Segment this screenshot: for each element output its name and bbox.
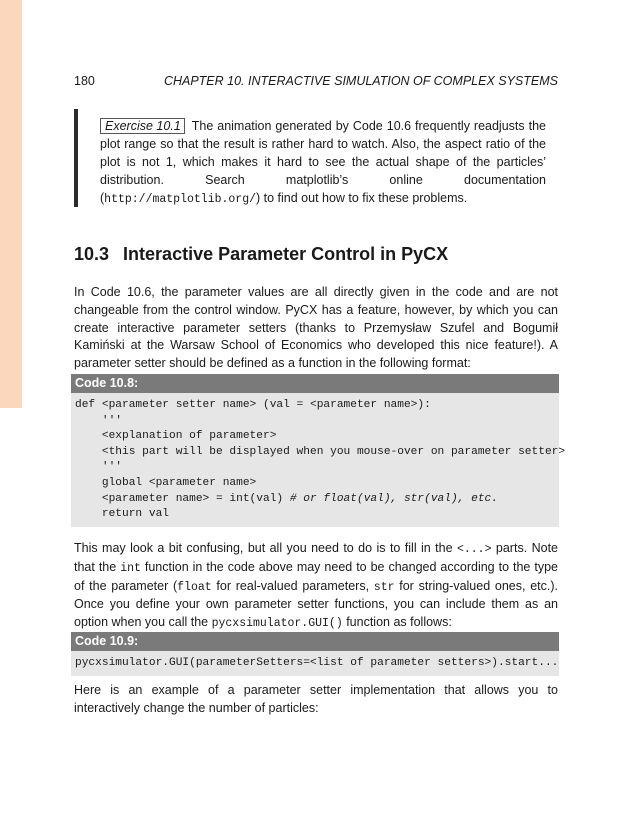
- code-10-9-body: [71, 651, 559, 676]
- code-line: return val: [75, 508, 169, 521]
- paragraph-explanation: [74, 540, 558, 633]
- text-run: for real-valued parameters,: [211, 578, 374, 593]
- section-number: 10.3: [74, 244, 110, 264]
- exercise-text: [100, 118, 546, 209]
- code-10-9-label: Code 10.9:: [71, 632, 559, 651]
- exercise-url: http://matplotlib.org/: [104, 192, 256, 206]
- code-line: <this part will be displayed when you mouse-over on parameter setter>: [75, 445, 566, 458]
- inline-code: int: [120, 561, 141, 575]
- text-run: function in the code above may need to be changed according to the type of the parameter (: [74, 559, 558, 593]
- code-10-8-label: Code 10.8:: [71, 374, 559, 393]
- code-comment: # or float(val), str(val), etc.: [283, 492, 498, 505]
- text-run: for string-valued ones, etc.). Once you define your own parameter setter functions, you can include them as an option when you call the: [74, 578, 559, 630]
- paragraph-example-intro: Here is an example of a parameter setter implementation that allows you to interactively change the number of particles:: [74, 683, 558, 715]
- inline-code: str: [373, 580, 395, 594]
- code-line-with-comment: [75, 492, 559, 508]
- code-line: pycxsimulator.GUI(parameterSetters=<list of parameter setters>).start...: [75, 657, 559, 669]
- exercise-box: [74, 109, 546, 207]
- text-run: This may look a bit confusing, but all you need to do is to fill in the: [74, 541, 457, 555]
- exercise-text-part-1: The animation generated by Code 10.6 frequently readjusts the plot range so that the result is rather hard to watch. Also, the aspect ratio of the plot is not 1, which makes it hard to see the actual shape of the particles’ distribution. Search matplotlib’s online documentation (: [100, 119, 546, 205]
- exercise-label: Exercise 10.1: [100, 118, 185, 134]
- inline-code: pycxsimulator.GUI(): [211, 617, 343, 631]
- paragraph-intro: In Code 10.6, the parameter values are all directly given in the code and are not changeable from the control window. PyCX has a feature, however, by which you can create interactive parameter setters (thanks to Przemysław Szufel and Bogumił Kamiński at the Warsaw School of Economics who developed this nice feature!). A parameter setter should be defined as a function in the following format:: [74, 285, 558, 371]
- code-listing-10-9: [71, 632, 559, 676]
- code-line: ''': [75, 414, 122, 427]
- text-run: function as follows:: [342, 615, 452, 630]
- inline-code: float: [177, 580, 212, 594]
- page-edge-tab: [0, 0, 22, 408]
- page-number: 180: [74, 74, 95, 88]
- code-line: global <parameter name>: [75, 476, 257, 489]
- section-heading: [74, 242, 448, 266]
- text-run: parts. Note that the: [74, 541, 558, 574]
- section-title: Interactive Parameter Control in PyCX: [123, 244, 449, 264]
- code-text: <parameter name> = int(val): [75, 492, 284, 505]
- code-listing-10-8: [71, 374, 566, 527]
- inline-code: <...>: [456, 543, 492, 556]
- chapter-title: CHAPTER 10. INTERACTIVE SIMULATION OF COMPLEX SYSTEMS: [163, 74, 558, 88]
- code-10-8-body: [71, 393, 566, 527]
- exercise-text-part-2: ) to find out how to fix these problems.: [256, 190, 468, 205]
- code-line: def <parameter setter name> (val = <parameter name>):: [75, 399, 431, 411]
- code-line: ''': [75, 461, 122, 474]
- code-line: <explanation of parameter>: [75, 430, 277, 443]
